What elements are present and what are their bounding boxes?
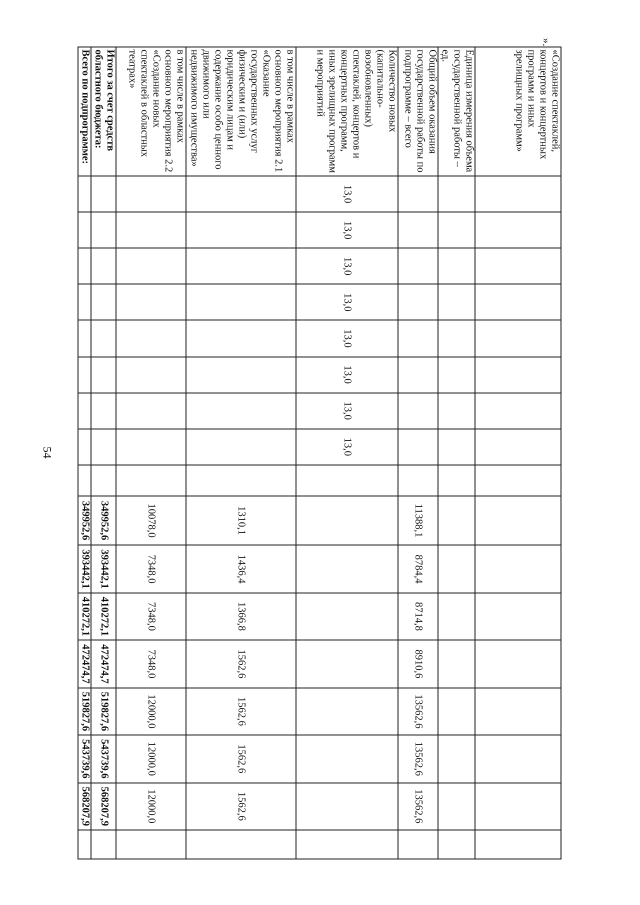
table-cell: 7348,0 bbox=[116, 545, 186, 592]
table-cell bbox=[78, 464, 91, 495]
table-cell: 410272,1 bbox=[91, 592, 116, 639]
table-cell bbox=[475, 248, 561, 284]
table-cell: 7348,0 bbox=[116, 592, 186, 639]
table-cell bbox=[296, 592, 398, 639]
table-row bbox=[78, 47, 91, 859]
table-cell bbox=[78, 428, 91, 464]
table-cell bbox=[475, 464, 561, 495]
table-row bbox=[116, 47, 186, 859]
table-cell: 1310,1 bbox=[186, 495, 296, 545]
table-cell bbox=[398, 356, 438, 392]
table-cell bbox=[438, 640, 475, 687]
table-cell bbox=[116, 464, 186, 495]
table-cell bbox=[296, 545, 398, 592]
table-cell: 7348,0 bbox=[116, 640, 186, 687]
table-body bbox=[78, 47, 561, 859]
row-label: Всего по подпрограмме: bbox=[78, 47, 91, 176]
table-cell: 1562,6 bbox=[186, 735, 296, 782]
table-cell: 13,0 bbox=[296, 392, 398, 428]
table-cell bbox=[91, 428, 116, 464]
table-cell bbox=[475, 830, 561, 859]
table-cell bbox=[116, 175, 186, 211]
table-cell bbox=[438, 248, 475, 284]
table-cell bbox=[186, 212, 296, 248]
table-cell bbox=[91, 392, 116, 428]
table-cell bbox=[296, 830, 398, 859]
table-cell bbox=[91, 284, 116, 320]
table-cell: 13,0 bbox=[296, 212, 398, 248]
table-cell bbox=[116, 248, 186, 284]
table-cell bbox=[116, 284, 186, 320]
table-cell bbox=[78, 175, 91, 211]
table-cell bbox=[475, 212, 561, 248]
table-cell: 1562,6 bbox=[186, 687, 296, 734]
table-cell bbox=[438, 175, 475, 211]
table-cell: 410272,1 bbox=[78, 592, 91, 639]
table-cell bbox=[186, 248, 296, 284]
table-cell bbox=[78, 212, 91, 248]
table-cell bbox=[398, 830, 438, 859]
table-cell bbox=[475, 392, 561, 428]
table-cell bbox=[186, 284, 296, 320]
table-cell: 568207,9 bbox=[91, 782, 116, 829]
table-cell bbox=[186, 464, 296, 495]
table-cell: 13,0 bbox=[296, 175, 398, 211]
table-cell bbox=[475, 428, 561, 464]
table-cell bbox=[475, 640, 561, 687]
table-cell bbox=[475, 175, 561, 211]
table-cell bbox=[438, 782, 475, 829]
table-cell bbox=[186, 392, 296, 428]
table-cell bbox=[438, 495, 475, 545]
table-cell: 8714,8 bbox=[398, 592, 438, 639]
table-cell bbox=[438, 464, 475, 495]
table-cell bbox=[186, 175, 296, 211]
table-row bbox=[475, 47, 561, 859]
table-cell bbox=[398, 175, 438, 211]
subprogram-indicators-table bbox=[78, 46, 562, 859]
table-cell: 12000,0 bbox=[116, 687, 186, 734]
table-cell bbox=[78, 392, 91, 428]
table-cell bbox=[438, 545, 475, 592]
table-cell bbox=[475, 284, 561, 320]
table-cell bbox=[438, 320, 475, 356]
table-cell bbox=[296, 687, 398, 734]
table-cell: 8784,4 bbox=[398, 545, 438, 592]
table-cell bbox=[116, 428, 186, 464]
table-cell: 1436,4 bbox=[186, 545, 296, 592]
table-cell bbox=[296, 782, 398, 829]
table-cell bbox=[438, 428, 475, 464]
table-cell bbox=[116, 212, 186, 248]
table-cell bbox=[296, 464, 398, 495]
table-cell bbox=[438, 284, 475, 320]
table-cell bbox=[186, 428, 296, 464]
table-cell bbox=[475, 735, 561, 782]
table-cell: 1562,6 bbox=[186, 640, 296, 687]
table-cell: 13,0 bbox=[296, 248, 398, 284]
row-label: Общий объем оказания государственной работы по подпрограмме – всего bbox=[398, 47, 438, 176]
table-cell bbox=[398, 248, 438, 284]
table-cell bbox=[116, 320, 186, 356]
table-cell bbox=[398, 212, 438, 248]
closing-quote-mark: ». bbox=[540, 38, 552, 47]
page-number: 54 bbox=[40, 446, 55, 459]
table-cell: 10078,0 bbox=[116, 495, 186, 545]
table-cell bbox=[475, 356, 561, 392]
table-cell: 12000,0 bbox=[116, 735, 186, 782]
table-cell: 11388,1 bbox=[398, 495, 438, 545]
table-cell bbox=[438, 592, 475, 639]
table-cell: 349952,6 bbox=[91, 495, 116, 545]
table-row bbox=[438, 47, 475, 859]
table-cell bbox=[116, 830, 186, 859]
table-cell bbox=[91, 356, 116, 392]
table-cell: 349952,6 bbox=[78, 495, 91, 545]
table-cell bbox=[296, 735, 398, 782]
table-cell: 13562,6 bbox=[398, 687, 438, 734]
table-cell bbox=[296, 495, 398, 545]
table-cell bbox=[91, 320, 116, 356]
table-cell bbox=[398, 392, 438, 428]
table-cell bbox=[91, 175, 116, 211]
table-cell: 568207,9 bbox=[78, 782, 91, 829]
table-cell: 472474,7 bbox=[91, 640, 116, 687]
table-cell bbox=[475, 782, 561, 829]
table-cell bbox=[116, 356, 186, 392]
row-label: Количество новых (капитально-возобновленных) спектаклей, концертов и концертных программ, иных зрелищных программ и мероприятий bbox=[296, 47, 398, 176]
table-row bbox=[398, 47, 438, 859]
table-cell bbox=[186, 830, 296, 859]
row-label: Единица измерения объема государственной работы – ед. bbox=[438, 47, 475, 176]
row-label: в том числе в рамках основного мероприятия 2.2 «Создание новых спектаклей в областных театрах» bbox=[116, 47, 186, 176]
table-cell: 13,0 bbox=[296, 320, 398, 356]
table-cell bbox=[475, 545, 561, 592]
table-cell: 1562,6 bbox=[186, 782, 296, 829]
table-cell bbox=[78, 320, 91, 356]
table-cell bbox=[438, 687, 475, 734]
table-cell bbox=[438, 392, 475, 428]
table-cell bbox=[438, 212, 475, 248]
table-cell bbox=[398, 464, 438, 495]
table-cell bbox=[475, 320, 561, 356]
table-row bbox=[91, 47, 116, 859]
table-row bbox=[296, 47, 398, 859]
table-cell bbox=[296, 640, 398, 687]
table-cell bbox=[475, 687, 561, 734]
table-cell: 13,0 bbox=[296, 428, 398, 464]
table-cell bbox=[91, 212, 116, 248]
table-cell: 543739,6 bbox=[91, 735, 116, 782]
table-cell bbox=[116, 392, 186, 428]
table-cell: 393442,1 bbox=[91, 545, 116, 592]
table-cell bbox=[91, 248, 116, 284]
table-cell bbox=[78, 248, 91, 284]
row-label: Итого за счет средств областного бюджета: bbox=[91, 47, 116, 176]
table-cell: 543739,6 bbox=[78, 735, 91, 782]
table-cell bbox=[475, 495, 561, 545]
table-cell: 13562,6 bbox=[398, 735, 438, 782]
table-cell: 1366,8 bbox=[186, 592, 296, 639]
table-cell bbox=[186, 320, 296, 356]
table-cell bbox=[91, 830, 116, 859]
table-cell: 393442,1 bbox=[78, 545, 91, 592]
table-cell: 13,0 bbox=[296, 284, 398, 320]
table-cell bbox=[78, 830, 91, 859]
table-cell: 519827,6 bbox=[78, 687, 91, 734]
table-cell: 8910,6 bbox=[398, 640, 438, 687]
rotated-table-container bbox=[79, 46, 562, 859]
row-label: «Создание спектаклей, концертов и концертных программ и иных зрелищных программ» bbox=[475, 47, 561, 176]
table-cell bbox=[78, 356, 91, 392]
table-cell bbox=[438, 735, 475, 782]
table-cell: 12000,0 bbox=[116, 782, 186, 829]
table-cell: 13,0 bbox=[296, 356, 398, 392]
table-cell bbox=[438, 356, 475, 392]
table-cell bbox=[398, 284, 438, 320]
table-cell bbox=[398, 320, 438, 356]
row-label: в том числе в рамках основного мероприятия 2.1 «Оказание государственных услуг физическим и (или) юридическим лицам и содержание особо ценного движимого или недвижимого имущества» bbox=[186, 47, 296, 176]
table-cell bbox=[398, 428, 438, 464]
table-cell bbox=[91, 464, 116, 495]
table-cell bbox=[438, 830, 475, 859]
table-cell: 472474,7 bbox=[78, 640, 91, 687]
table-cell: 13562,6 bbox=[398, 782, 438, 829]
table-cell bbox=[186, 356, 296, 392]
table-cell: 519827,6 bbox=[91, 687, 116, 734]
table-row bbox=[186, 47, 296, 859]
table-cell bbox=[78, 284, 91, 320]
table-cell bbox=[475, 592, 561, 639]
